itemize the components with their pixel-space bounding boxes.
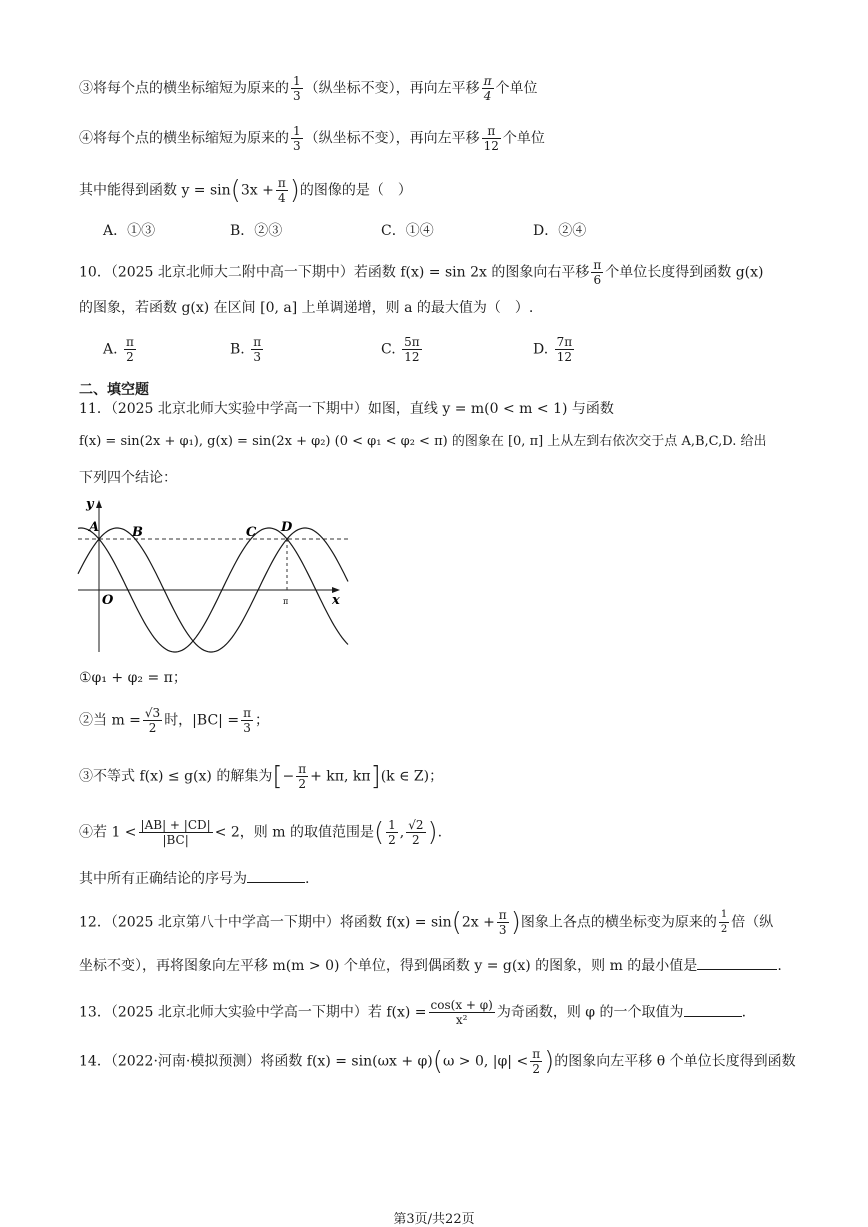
text: 图象上各点的横坐标变为原来的 [520,914,717,931]
text: ②当 m = [79,712,141,729]
label-a: A [89,520,100,535]
num: √2 [408,818,424,832]
q11-line-3: 下列四个结论： [79,470,177,486]
num: π [126,335,134,349]
num: π [277,176,286,190]
label-y: y [86,497,94,512]
text: . [305,871,310,887]
text: − [282,768,295,785]
fraction [276,176,288,205]
answer-blank[interactable] [697,955,777,970]
q11-conclusion-2 [79,706,269,735]
fraction [241,706,253,735]
q9-item-4 [79,124,545,153]
den: 12 [404,350,420,364]
bracket: [ [272,761,283,792]
text: (k ∈ Z)； [380,768,444,785]
fraction [530,1047,542,1076]
den: 2 [388,833,396,847]
q14-line [79,1047,796,1076]
q11-line-2: f(x) = sin(2x + φ₁), g(x) = sin(2x + φ₂) (0 < φ₁ < φ₂ < π) 的图象在 [0, π] 上从左到右依次交于点 A,B,C,D. 给出 [79,434,767,449]
den: 4 [277,191,286,205]
bracket: ] [370,761,381,792]
text: 的图像的是（ ） [299,182,412,199]
section-title: 二、填空题 [79,382,149,398]
text: 12．（2025 北京第八十中学高一下期中）将函数 f(x) = sin [79,914,452,931]
label-pi: π [283,597,289,606]
label-o: O [102,593,114,608]
paren: ) [427,817,438,848]
q11-conclusion-4 [79,818,442,847]
text: + kπ, kπ [310,768,371,785]
paren: ( [230,175,241,206]
den: 3 [293,89,301,103]
label-b: B [132,525,143,540]
den: 2 [148,721,157,735]
paren: ) [544,1046,555,1077]
fraction [251,335,263,364]
text: 其中所有正确结论的序号为 [79,871,247,887]
num: π [243,706,251,720]
den: 2 [532,1062,540,1076]
label: A. [103,341,118,358]
paren: ) [289,175,300,206]
fraction [406,818,425,847]
text: 14．（2022·河南·模拟预测）将函数 f(x) = sin(ωx + φ) [79,1053,433,1070]
den: |BC| [162,833,189,847]
answer-blank[interactable] [684,1002,742,1017]
text: 倍（纵 [731,914,774,931]
text: . [777,958,782,974]
num: π [482,124,501,139]
fraction [143,706,162,735]
q11-graph [74,492,364,662]
text: ； [254,712,269,729]
text: 2x + [461,914,495,931]
num: 7π [556,335,573,349]
q9-option-c: C．①④ [381,223,434,239]
q9-item-3 [79,74,538,103]
fraction [482,124,501,153]
paren: ( [373,817,385,848]
fraction [591,258,603,287]
answer-blank[interactable] [247,868,305,883]
num: 5π [404,335,420,349]
fraction [402,335,422,364]
fraction [555,335,575,364]
label: D. [533,341,549,358]
fraction [497,908,509,937]
q10-option-d [533,335,576,364]
text: 个单位 [502,130,545,147]
label-c: C [246,525,257,540]
text: 个单位 [495,80,538,97]
q11-line-1: 11．（2025 北京北师大实验中学高一下期中）如图，直线 y = m(0 < m < 1) 与函数 [79,401,614,417]
num: 1 [719,908,729,923]
text: ③将每个点的横坐标缩短为原来的 [79,80,289,97]
num: √3 [144,706,161,720]
fraction [429,998,495,1027]
num: 1 [293,74,301,88]
q11-conclusion-3 [79,762,443,791]
fraction [386,818,398,847]
q13-line [79,998,746,1027]
q12-line-1 [79,908,773,937]
page-footer: 第3页/共22页 [393,1212,475,1227]
text: 时，|BC| = [164,712,240,729]
num: π [532,1047,541,1061]
num: π [593,258,602,272]
label: B. [230,341,245,358]
den: x² [455,1013,468,1027]
text: 其中能得到函数 y = sin [79,182,231,199]
text: （纵坐标不变），再向左平移 [304,80,480,97]
q10-line-2: 的图象，若函数 g(x) 在区间 [0, a] 上单调递增，则 a 的最大值为（ ）. [79,300,534,316]
q10-option-b [230,335,265,364]
den: 12 [556,350,573,364]
num: π [498,908,507,922]
den: 4 [483,89,492,103]
label-d: D [281,520,293,535]
q10-line-1 [79,258,763,287]
text: ③不等式 f(x) ≤ g(x) 的解集为 [79,768,273,785]
text: . [741,1004,747,1021]
text: 坐标不变），再将图象向左平移 m(m > 0) 个单位，得到偶函数 y = g(x) 的图象，则 m 的最小值是 [79,958,698,974]
fraction [139,818,213,847]
text: 13．（2025 北京北师大实验中学高一下期中）若 f(x) = [79,1004,427,1021]
text: , [399,824,405,841]
num: π [483,74,492,88]
q11-conclusion-1: ①φ₁ + φ₂ = π； [79,670,187,686]
text: 的图象向左平移 θ 个单位长度得到函数 [554,1053,796,1070]
text: 10．（2025 北京北师大二附中高一下期中）若函数 f(x) = sin 2x 的图象向右平移 [79,264,590,281]
fraction [719,908,729,937]
den: 12 [483,139,499,153]
fraction [482,74,494,103]
q10-option-a [103,335,138,364]
q9-option-d: D．②④ [533,223,587,239]
q9-option-a: A．①③ [103,223,156,239]
fraction [124,335,136,364]
label: C. [381,341,396,358]
den: 3 [293,139,301,153]
text: ④将每个点的横坐标缩短为原来的 [79,130,289,147]
den: 6 [593,273,602,287]
den: 2 [298,777,306,791]
num: |AB| + |CD| [140,818,211,832]
paren: ( [432,1046,443,1077]
den: 3 [498,923,507,937]
text: ω > 0, |φ| < [442,1053,529,1070]
text: 为奇函数，则 φ 的一个取值为 [496,1004,684,1021]
text: ④若 1 < [79,824,137,841]
den: 2 [126,350,134,364]
q9-option-b: B．②③ [230,223,283,239]
q10-option-c [381,335,424,364]
num: 1 [293,124,301,138]
den: 3 [243,721,251,735]
text: 3x + [240,182,274,199]
fraction [296,762,308,791]
q9-question [79,176,412,205]
fraction [291,124,303,153]
q11-question [79,868,309,889]
label-x: x [332,593,340,608]
text: < 2，则 m 的取值范围是 [214,824,374,841]
q12-line-2 [79,955,782,976]
num: π [298,762,307,776]
paren: ( [451,907,462,938]
num: 1 [388,818,396,832]
fraction [291,74,303,103]
text: . [437,824,443,841]
den: 2 [720,924,728,935]
num: π [253,335,262,349]
den: 3 [253,350,261,364]
paren: ) [510,907,521,938]
text: 个单位长度得到函数 g(x) [605,264,764,281]
text: （纵坐标不变），再向左平移 [304,130,480,147]
den: 2 [412,833,420,847]
y-axis-arrow [96,500,102,508]
num: cos(x + φ) [430,998,493,1012]
